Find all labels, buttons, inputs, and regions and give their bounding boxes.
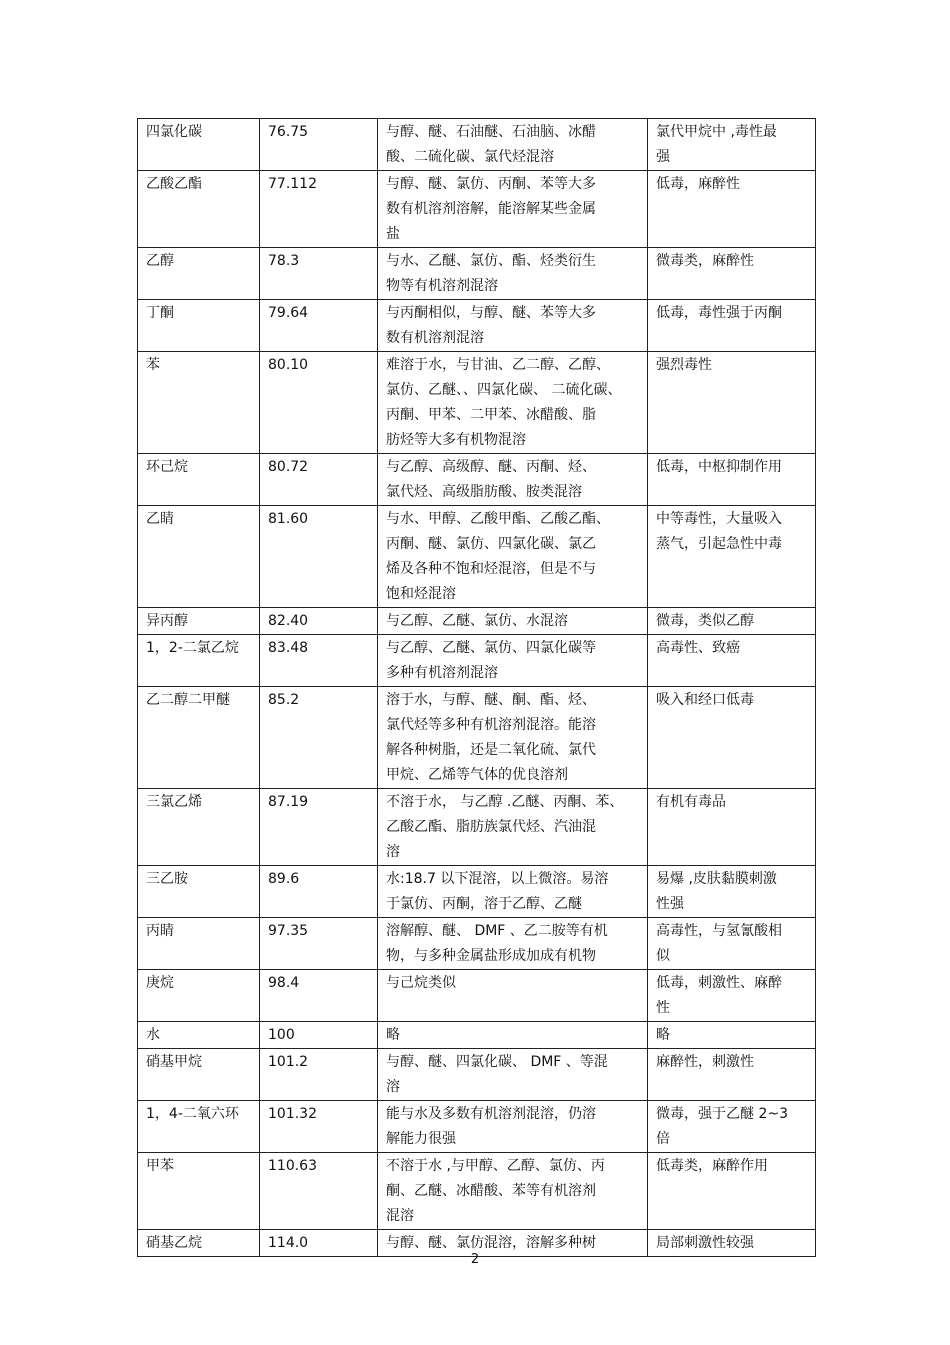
toxicity-cell: 易爆 ,皮肤黏膜刺激 性强 [648, 866, 816, 918]
solvent-name-cell: 水 [138, 1022, 260, 1049]
solubility-cell: 不溶于水 ,与甲醇、乙醇、氯仿、丙 酮、乙醚、冰醋酸、苯等有机溶剂 混溶 [378, 1153, 648, 1230]
solubility-cell: 略 [378, 1022, 648, 1049]
solvent-name-cell: 乙睛 [138, 506, 260, 608]
table-row [138, 1049, 816, 1101]
solvent-name-cell: 环己烷 [138, 454, 260, 506]
toxicity-cell: 微毒类，麻醉性 [648, 248, 816, 300]
table-row [138, 352, 816, 454]
boiling-point-cell: 79.64 [260, 300, 378, 352]
table-row [138, 970, 816, 1022]
boiling-point-cell: 101.2 [260, 1049, 378, 1101]
solubility-cell: 与醇、醚、氯仿混溶，溶解多种树 [378, 1230, 648, 1257]
toxicity-cell: 低毒，麻醉性 [648, 171, 816, 248]
solvent-name-cell: 1，4-二氧六环 [138, 1101, 260, 1153]
solvent-name-cell: 异丙醇 [138, 608, 260, 635]
boiling-point-cell: 78.3 [260, 248, 378, 300]
toxicity-cell: 低毒，毒性强于丙酮 [648, 300, 816, 352]
solvent-name-cell: 硝基乙烷 [138, 1230, 260, 1257]
solubility-cell: 与乙醇、乙醚、氯仿、水混溶 [378, 608, 648, 635]
table-row [138, 454, 816, 506]
boiling-point-cell: 85.2 [260, 687, 378, 789]
solubility-cell: 与乙醇、乙醚、氯仿、四氯化碳等 多种有机溶剂混溶 [378, 635, 648, 687]
boiling-point-cell: 81.60 [260, 506, 378, 608]
toxicity-cell: 略 [648, 1022, 816, 1049]
solubility-cell: 与醇、醚、氯仿、丙酮、苯等大多 数有机溶剂溶解，能溶解某些金属 盐 [378, 171, 648, 248]
solubility-cell: 与醇、醚、石油醚、石油脑、冰醋 酸、二硫化碳、氯代烃混溶 [378, 119, 648, 171]
boiling-point-cell: 101.32 [260, 1101, 378, 1153]
solubility-cell: 与乙醇、高级醇、醚、丙酮、烃、 氯代烃、高级脂肪酸、胺类混溶 [378, 454, 648, 506]
table-row [138, 608, 816, 635]
solvent-name-cell: 甲苯 [138, 1153, 260, 1230]
boiling-point-cell: 80.72 [260, 454, 378, 506]
toxicity-cell: 吸入和经口低毒 [648, 687, 816, 789]
toxicity-cell: 低毒，中枢抑制作用 [648, 454, 816, 506]
toxicity-cell: 微毒，类似乙醇 [648, 608, 816, 635]
solubility-cell: 与醇、醚、四氯化碳、 DMF 、等混 溶 [378, 1049, 648, 1101]
boiling-point-cell: 77.112 [260, 171, 378, 248]
solvent-name-cell: 1，2-二氯乙烷 [138, 635, 260, 687]
solvent-name-cell: 乙二醇二甲醚 [138, 687, 260, 789]
solubility-cell: 不溶于水， 与乙醇 .乙醚、丙酮、苯、 乙酸乙酯、脂肪族氯代烃、汽油混 溶 [378, 789, 648, 866]
toxicity-cell: 局部刺激性较强 [648, 1230, 816, 1257]
solvent-name-cell: 乙醇 [138, 248, 260, 300]
solubility-cell: 与己烷类似 [378, 970, 648, 1022]
solvent-name-cell: 苯 [138, 352, 260, 454]
solubility-cell: 水:18.7 以下混溶，以上微溶。易溶 于氯仿、丙酮，溶于乙醇、乙醚 [378, 866, 648, 918]
solvent-name-cell: 乙酸乙酯 [138, 171, 260, 248]
solvent-name-cell: 四氯化碳 [138, 119, 260, 171]
table-row [138, 635, 816, 687]
solvent-table-body [138, 119, 816, 1257]
table-row [138, 1153, 816, 1230]
toxicity-cell: 中等毒性，大量吸入 蒸气，引起急性中毒 [648, 506, 816, 608]
table-row [138, 866, 816, 918]
boiling-point-cell: 80.10 [260, 352, 378, 454]
boiling-point-cell: 110.63 [260, 1153, 378, 1230]
table-row [138, 300, 816, 352]
solvent-table [137, 118, 816, 1257]
toxicity-cell: 有机有毒品 [648, 789, 816, 866]
solvent-name-cell: 庚烷 [138, 970, 260, 1022]
boiling-point-cell: 89.6 [260, 866, 378, 918]
toxicity-cell: 麻醉性，刺激性 [648, 1049, 816, 1101]
table-row [138, 1022, 816, 1049]
boiling-point-cell: 87.19 [260, 789, 378, 866]
solubility-cell: 与水、甲醇、乙酸甲酯、乙酸乙酯、 丙酮、醚、氯仿、四氯化碳、氯乙 烯及各种不饱和烃混溶，但是不与 饱和烃混溶 [378, 506, 648, 608]
boiling-point-cell: 114.0 [260, 1230, 378, 1257]
boiling-point-cell: 76.75 [260, 119, 378, 171]
toxicity-cell: 低毒类，麻醉作用 [648, 1153, 816, 1230]
boiling-point-cell: 83.48 [260, 635, 378, 687]
boiling-point-cell: 97.35 [260, 918, 378, 970]
toxicity-cell: 高毒性，与氢氰酸相 似 [648, 918, 816, 970]
table-row [138, 789, 816, 866]
solvent-name-cell: 硝基甲烷 [138, 1049, 260, 1101]
solvent-name-cell: 三氯乙烯 [138, 789, 260, 866]
solubility-cell: 溶解醇、醚、 DMF 、乙二胺等有机 物，与多种金属盐形成加成有机物 [378, 918, 648, 970]
table-row [138, 248, 816, 300]
page-number: 2 [470, 1252, 480, 1267]
table-row [138, 918, 816, 970]
boiling-point-cell: 82.40 [260, 608, 378, 635]
solubility-cell: 难溶于水，与甘油、乙二醇、乙醇、 氯仿、乙醚、、四氯化碳、 二硫化碳、 丙酮、甲苯、二甲苯、冰醋酸、脂 肪烃等大多有机物混溶 [378, 352, 648, 454]
toxicity-cell: 强烈毒性 [648, 352, 816, 454]
solvent-name-cell: 三乙胺 [138, 866, 260, 918]
solubility-cell: 与丙酮相似，与醇、醚、苯等大多 数有机溶剂混溶 [378, 300, 648, 352]
solubility-cell: 溶于水，与醇、醚、酮、酯、烃、 氯代烃等多种有机溶剂混溶。能溶 解各种树脂，还是二氧化硫、氯代 甲烷、乙烯等气体的优良溶剂 [378, 687, 648, 789]
boiling-point-cell: 100 [260, 1022, 378, 1049]
solvent-name-cell: 丁酮 [138, 300, 260, 352]
table-row [138, 119, 816, 171]
toxicity-cell: 高毒性、致癌 [648, 635, 816, 687]
solubility-cell: 能与水及多数有机溶剂混溶，仍溶 解能力很强 [378, 1101, 648, 1153]
solvent-name-cell: 丙睛 [138, 918, 260, 970]
table-row [138, 506, 816, 608]
toxicity-cell: 低毒，刺激性、麻醉 性 [648, 970, 816, 1022]
toxicity-cell: 氯代甲烷中 ,毒性最 强 [648, 119, 816, 171]
table-row [138, 171, 816, 248]
boiling-point-cell: 98.4 [260, 970, 378, 1022]
table-row [138, 1101, 816, 1153]
toxicity-cell: 微毒，强于乙醚 2~3 倍 [648, 1101, 816, 1153]
table-row [138, 687, 816, 789]
solubility-cell: 与水、乙醚、氯仿、酯、烃类衍生 物等有机溶剂混溶 [378, 248, 648, 300]
